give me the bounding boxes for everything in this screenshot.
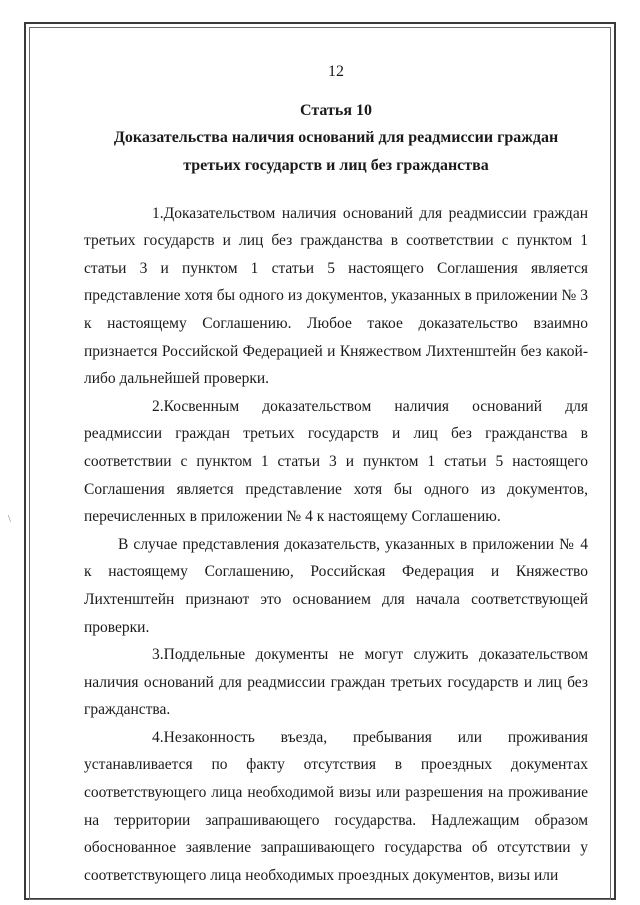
paragraph-3 [84, 641, 588, 724]
paragraph-2 [84, 393, 588, 531]
paragraph-4 [84, 724, 588, 890]
article-title: Статья 10 [300, 101, 372, 119]
paragraph-number: 1. [152, 204, 164, 222]
paragraph-1 [84, 200, 588, 393]
paragraph-number: 4. [152, 728, 164, 746]
document-page [84, 58, 588, 889]
page-number: 12 [328, 63, 344, 80]
paragraph-number: 3. [152, 646, 164, 664]
paragraph-text: Поддельные документы не могут служить доказательством наличия оснований для реадмиссии граждан третьих государств и лиц без гражданства. [84, 646, 588, 719]
paragraph-text: Незаконность въезда, пребывания или проживания устанавливается по факту отсутствия в проездных документах соответствующего лица необходимой визы или разрешения на проживание на территории запрашивающего государства. Надлежащим образом обоснованное заявление запрашивающего государства об отсутствии у соответствующего лица необходимых проездных документов, визы или [84, 728, 588, 884]
margin-mark: \ [8, 514, 11, 525]
paragraph-2-continuation [84, 531, 588, 641]
paragraph-text: В случае представления доказательств, указанных в приложении № 4 к настоящему Соглашению, Российская Федерация и Княжество Лихтенштейн признают это основанием для начала соответствующей проверки. [84, 535, 588, 636]
paragraph-number: 2. [152, 397, 164, 415]
article-heading: Доказательства наличия оснований для реадмиссии граждан третьих государств и лиц без гражданства [113, 128, 559, 174]
paragraph-text: Доказательством наличия оснований для реадмиссии граждан третьих государств и лиц без гражданства в соответствии с пунктом 1 статьи 3 и пунктом 1 статьи 5 настоящего Соглашения является представление хотя бы одного из документов, указанных в приложении № 3 к настоящему Соглашению. Любое такое доказательство взаимно признается Российской Федерацией и Княжеством Лихтенштейн без какой-либо дальнейшей проверки. [84, 204, 588, 388]
paragraph-text: Косвенным доказательством наличия оснований для реадмиссии граждан третьих государств и лиц без гражданства в соответствии с пунктом 1 статьи 3 и пунктом 1 статьи 5 настоящего Соглашения является представление хотя бы одного из документов, перечисленных в приложении № 4 к настоящему Соглашению. [84, 397, 588, 526]
